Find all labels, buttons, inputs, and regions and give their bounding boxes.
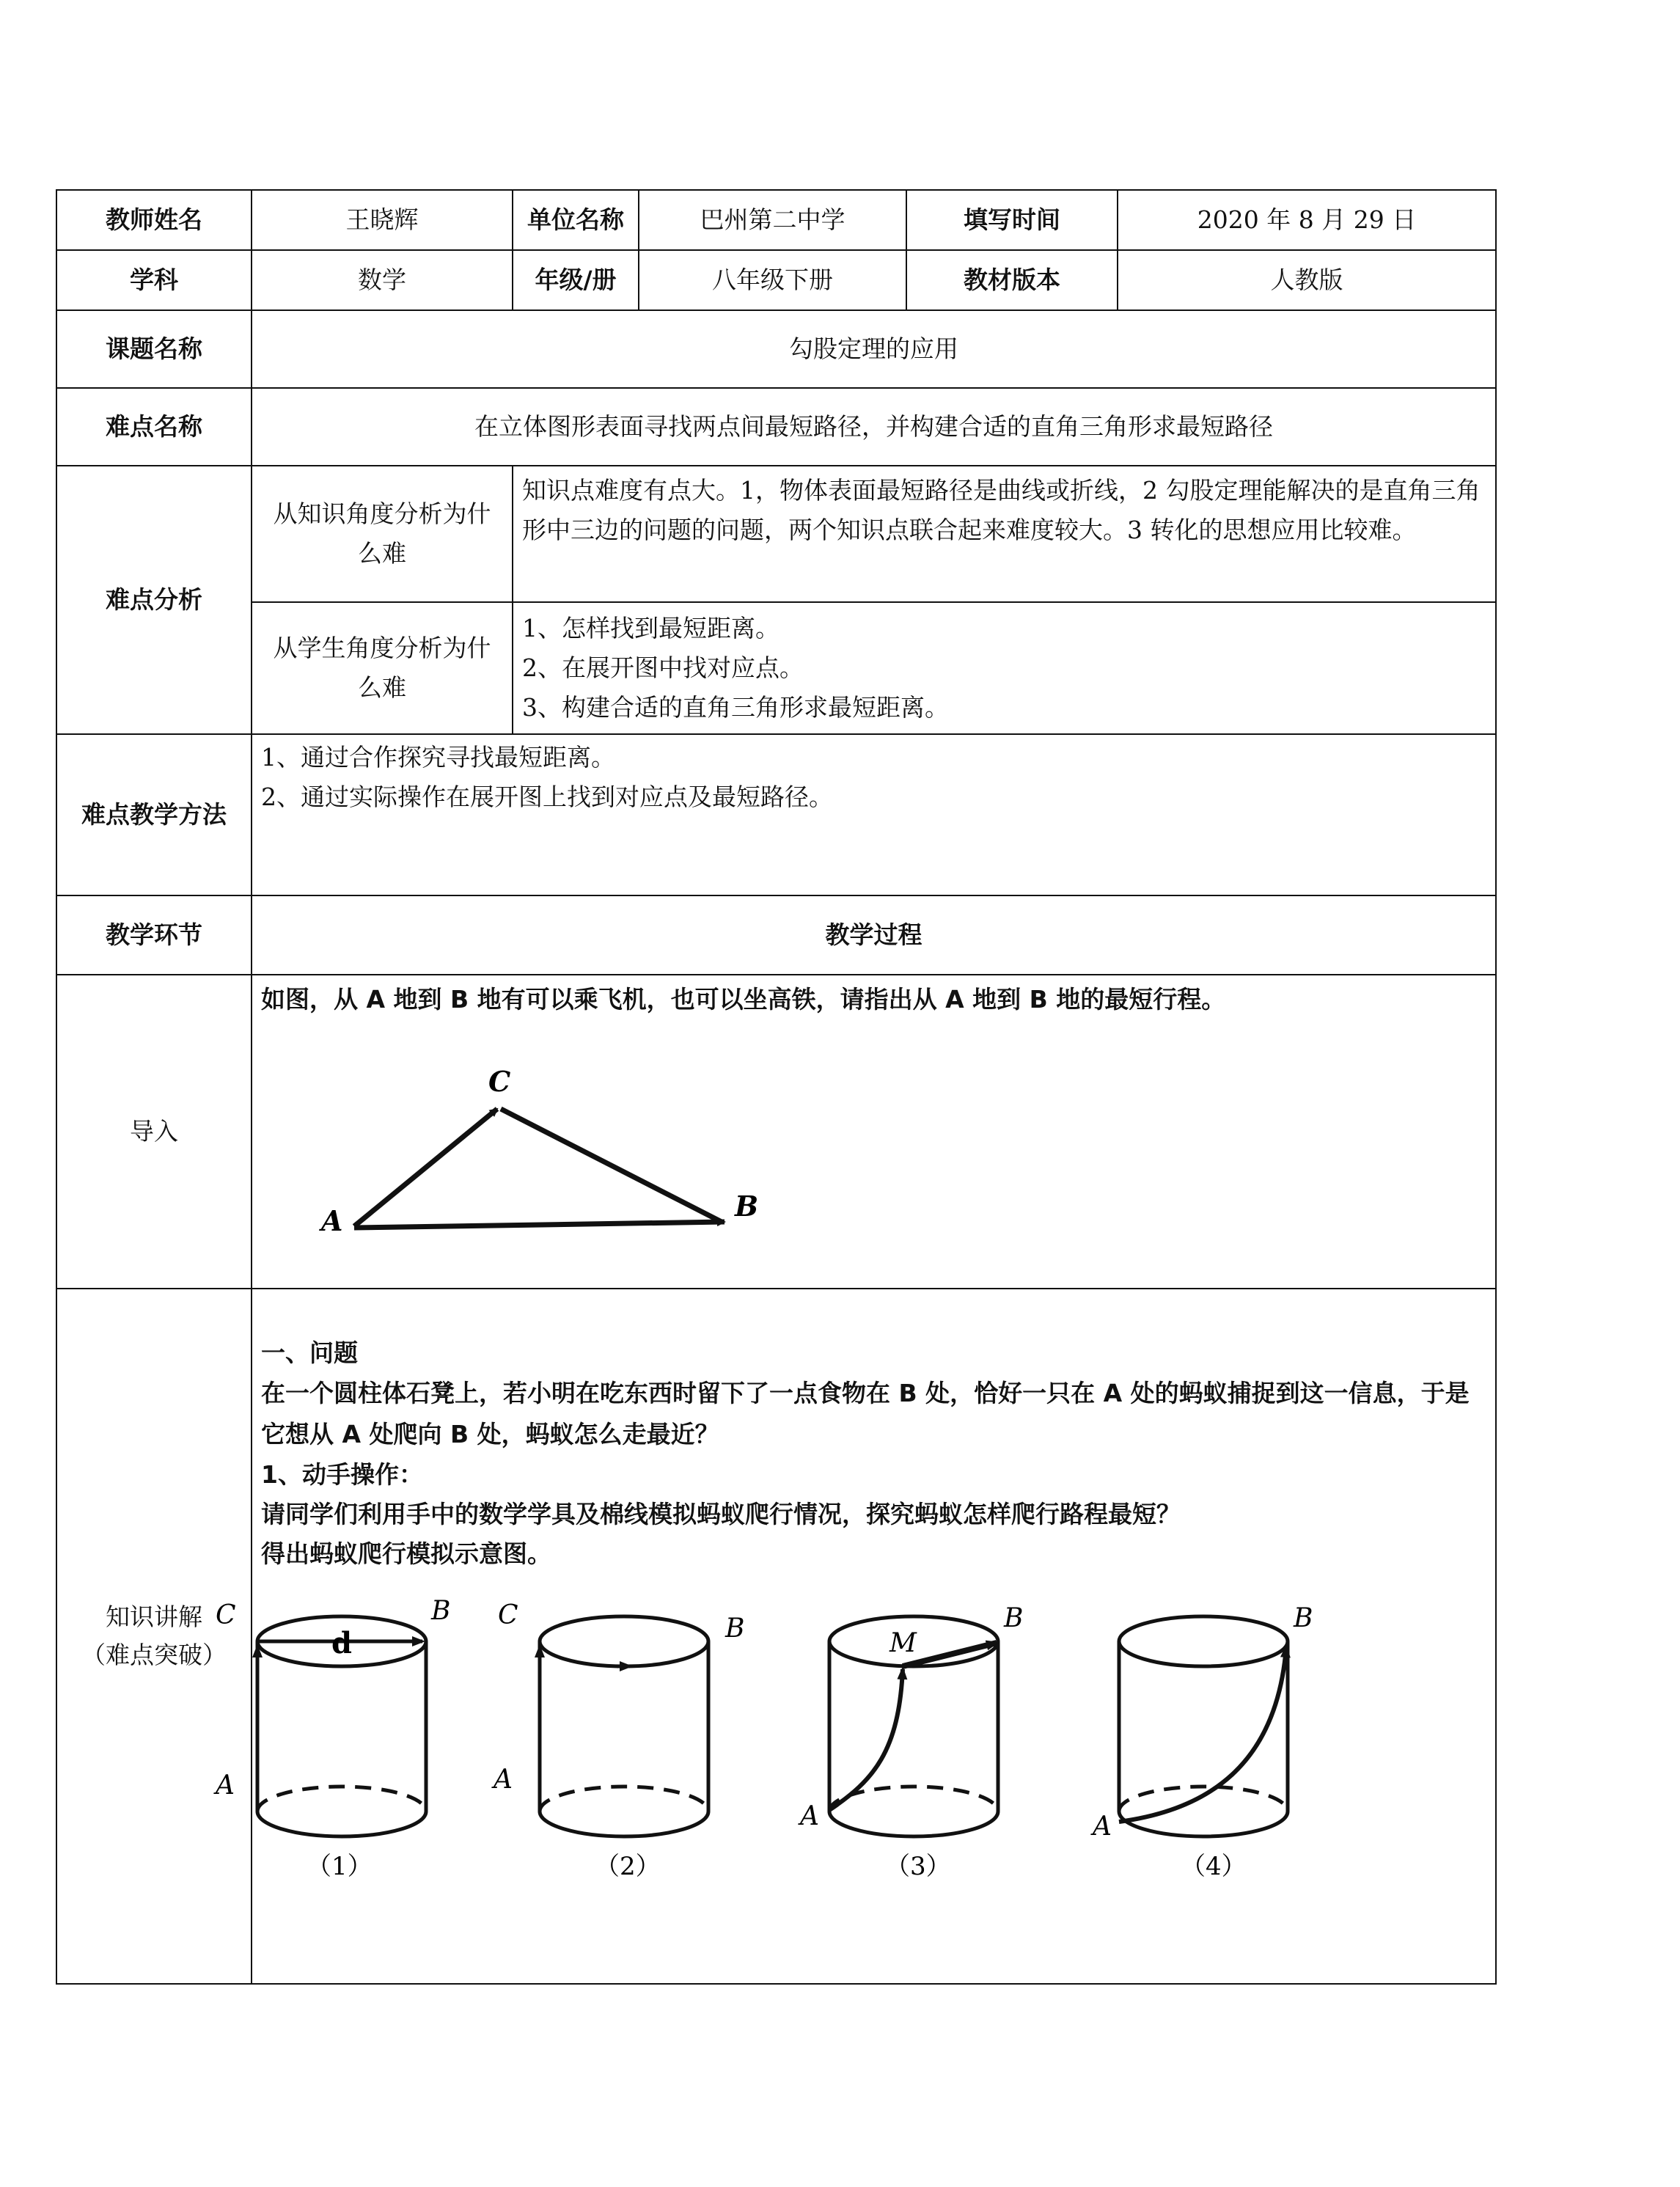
fig1-label-d: d [331, 1626, 352, 1660]
analysis-label: 难点分析 [56, 466, 252, 734]
route-c-to-b [501, 1109, 722, 1222]
step1-text: 请同学们利用手中的数学学具及棉线模拟蚂蚁爬行情况，探究蚂蚁怎样爬行路程最短？ [261, 1500, 1181, 1528]
grade-value: 八年级下册 [639, 250, 906, 310]
edition-value: 人教版 [1118, 250, 1496, 310]
fig3-caption: （3） [885, 1852, 951, 1881]
fig2-caption: （2） [595, 1852, 661, 1881]
point-b-label: B [735, 1190, 759, 1223]
difficulty-label: 难点名称 [56, 388, 252, 466]
fig1-caption: （1） [307, 1852, 373, 1881]
route-a-to-b [354, 1222, 725, 1228]
point-a-label: A [321, 1204, 343, 1237]
fig3-label-m: M [889, 1628, 917, 1658]
student-angle-label: 从学生角度分析为什么难 [252, 602, 513, 734]
fig2-label-a: A [494, 1765, 513, 1795]
fig2-label-c: C [498, 1600, 518, 1630]
method-point-2: 2、通过实际操作在展开图上找到对应点及最短路径。 [261, 783, 833, 811]
point-c-label: C [488, 1065, 511, 1098]
step1-title: 1、动手操作： [261, 1460, 423, 1489]
route-triangle-figure [261, 1019, 994, 1269]
method-text [252, 734, 1496, 895]
edition-label: 教材版本 [906, 250, 1118, 310]
teacher-name-label: 教师姓名 [56, 190, 252, 250]
fig2-label-b: B [725, 1613, 745, 1644]
knowledge-label-line2: （难点突破） [81, 1641, 227, 1669]
intro-question: 如图，从 A 地到 B 地有可以乘飞机，也可以坐高铁，请指出从 A 地到 B 地的最短行程。 [261, 985, 1226, 1014]
method-point-1: 1、通过合作探究寻找最短距离。 [261, 743, 615, 772]
student-angle-text [513, 602, 1496, 734]
problem-text: 在一个圆柱体石凳上，若小明在吃东西时留下了一点食物在 B 处，恰好一只在 A 处的蚂蚁捕捉到这一信息，于是它想从 A 处爬向 B 处，蚂蚁怎么走最近？ [261, 1379, 1470, 1448]
ant-path-figures [216, 1596, 1680, 1881]
knowledge-angle-label: 从知识角度分析为什么难 [252, 466, 513, 602]
knowledge-label [56, 1289, 252, 1984]
fill-date-label: 填写时间 [906, 190, 1118, 250]
difficulty-value: 在立体图形表面寻找两点间最短路径，并构建合适的直角三角形求最短路径 [252, 388, 1496, 466]
problem-title: 一、问题 [261, 1338, 358, 1367]
step1-result: 得出蚂蚁爬行模拟示意图。 [261, 1539, 551, 1568]
intro-content [252, 975, 1496, 1289]
intro-label: 导入 [56, 975, 252, 1289]
fig3-label-b: B [1004, 1603, 1024, 1633]
lesson-plan-table [56, 189, 1497, 1985]
fig1-label-c: C [216, 1600, 236, 1630]
fig1-label-a: A [216, 1770, 235, 1800]
subject-value: 数学 [252, 250, 513, 310]
fig1-label-b: B [431, 1596, 451, 1626]
fig4-label-a: A [1093, 1811, 1112, 1842]
fill-date-value: 2020 年 8 月 29 日 [1118, 190, 1496, 250]
process-heading: 教学过程 [252, 895, 1496, 975]
subject-label: 学科 [56, 250, 252, 310]
route-a-to-c [354, 1109, 497, 1226]
student-point-2: 2、在展开图中找对应点。 [522, 653, 804, 682]
cylinder-figure-4 [1090, 1603, 1313, 1881]
cylinder-figure-3 [798, 1603, 1023, 1881]
topic-value: 勾股定理的应用 [252, 310, 1496, 388]
grade-label: 年级/册 [513, 250, 639, 310]
knowledge-content [216, 1289, 1496, 1984]
topic-label: 课题名称 [56, 310, 252, 388]
fig4-label-b: B [1294, 1603, 1313, 1633]
method-label: 难点教学方法 [56, 734, 252, 895]
fig4-caption: （4） [1181, 1852, 1247, 1881]
student-point-3: 3、构建合适的直角三角形求最短距离。 [522, 693, 949, 722]
knowledge-angle-text: 知识点难度有点大。1，物体表面最短路径是曲线或折线，2 勾股定理能解决的是直角三角形中三边的问题的问题，两个知识点联合起来难度较大。3 转化的思想应用比较难。 [513, 466, 1496, 602]
student-point-1: 1、怎样找到最短距离。 [522, 614, 780, 642]
process-stage-label: 教学环节 [56, 895, 252, 975]
knowledge-label-line1: 知识讲解 [106, 1602, 202, 1631]
teacher-name-value: 王晓辉 [252, 190, 513, 250]
fig3-label-a: A [800, 1801, 819, 1831]
cylinder-figure-2 [491, 1600, 744, 1881]
unit-name-value: 巴州第二中学 [639, 190, 906, 250]
unit-name-label: 单位名称 [513, 190, 639, 250]
